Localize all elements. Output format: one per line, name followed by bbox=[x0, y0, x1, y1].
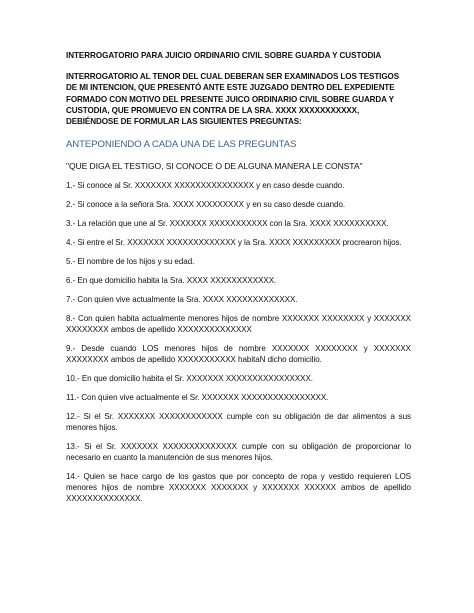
document-intro: INTERROGATORIO AL TENOR DEL CUAL DEBERAN SER EXAMINADOS LOS TESTIGOS DE MI INTENCION, QUE PRESENTÓ ANTE ESTE JUZGADO DENTRO DEL EXPEDIENTE FORMADO CON MOTIVO DEL PRESENTE JUICO ORDINARIO CIVIL SOBRE GUARDA Y CUSTODIA, QUE PROMUEVO EN CONTRA DE LA SRA. XXXX XXXXXXXXXXX, DEBIÉNDOSE DE FORMULAR LAS SIGUIENTES PREGUNTAS: bbox=[66, 72, 400, 127]
document-content bbox=[66, 50, 411, 512]
question-6: 6.- En que domicilio habita la Sra. XXXX XXXXXXXXXXXX. bbox=[66, 276, 277, 286]
question-14: 14.- Quien se hace cargo de los gastos que por concepto de ropa y vestido requieren LOS menores hijos de nombre XXXXXXX XXXXXXX y XXXXXXX XXXXXX ambos de apellido XXXXXXXXXXXXXX. bbox=[66, 472, 411, 504]
question-2: 2.- Si conoce a la señora Sra. XXXX XXXXXXXXX y en su caso desde cuando. bbox=[66, 200, 346, 210]
question-10: 10.- En que domicilio habita el Sr. XXXXXXX XXXXXXXXXXXXXXXX. bbox=[66, 374, 313, 384]
question-12: 12.- Si el Sr. XXXXXXX XXXXXXXXXXXX cumple con su obligación de dar alimentos a sus menores hijos. bbox=[66, 412, 411, 433]
section-heading: ANTEPONIENDO A CADA UNA DE LAS PREGUNTAS bbox=[66, 139, 297, 151]
witness-quote: "QUE DIGA EL TESTIGO, SI CONOCE O DE ALGUNA MANERA LE CONSTA" bbox=[66, 161, 363, 172]
question-8: 8.- Con quien habita actualmente menores hijos de nombre XXXXXXX XXXXXXXX y XXXXXXX XXXXXXXX ambos de apellido XXXXXXXXXXXXXX bbox=[66, 314, 411, 335]
question-5: 5.- El nombre de los hijos y su edad. bbox=[66, 257, 195, 267]
question-1: 1.- Si conoce al Sr. XXXXXXX XXXXXXXXXXXXXXX y en caso desde cuando. bbox=[66, 181, 345, 191]
question-9: 9.- Desde cuando LOS menores hijos de nombre XXXXXXX XXXXXXXX y XXXXXXX XXXXXXXX ambos de apellido XXXXXXXXXXX habitaN dicho domicilio. bbox=[66, 344, 411, 365]
document-title: INTERROGATORIO PARA JUICIO ORDINARIO CIVIL SOBRE GUARDA Y CUSTODIA bbox=[66, 51, 382, 60]
question-4: 4.- Si entre el Sr. XXXXXXX XXXXXXXXXXXXX y la Sra. XXXX XXXXXXXXX procrearon hijos. bbox=[66, 238, 402, 248]
question-7: 7.- Con quien vive actualmente la Sra. XXXX XXXXXXXXXXXXX. bbox=[66, 295, 298, 305]
question-13: 13.- Si el Sr. XXXXXXX XXXXXXXXXXXXXX cumple con su obligación de proporcionar lo necesario en cuanto la manutención de sus menores hijos. bbox=[66, 442, 411, 463]
question-11: 11.- Con quien vive actualmente el Sr. XXXXXXX XXXXXXXXXXXXXXXX. bbox=[66, 393, 329, 403]
question-3: 3.- La relación que une al Sr. XXXXXXX XXXXXXXXXXX con la Sra. XXXX XXXXXXXXXX. bbox=[66, 219, 389, 229]
